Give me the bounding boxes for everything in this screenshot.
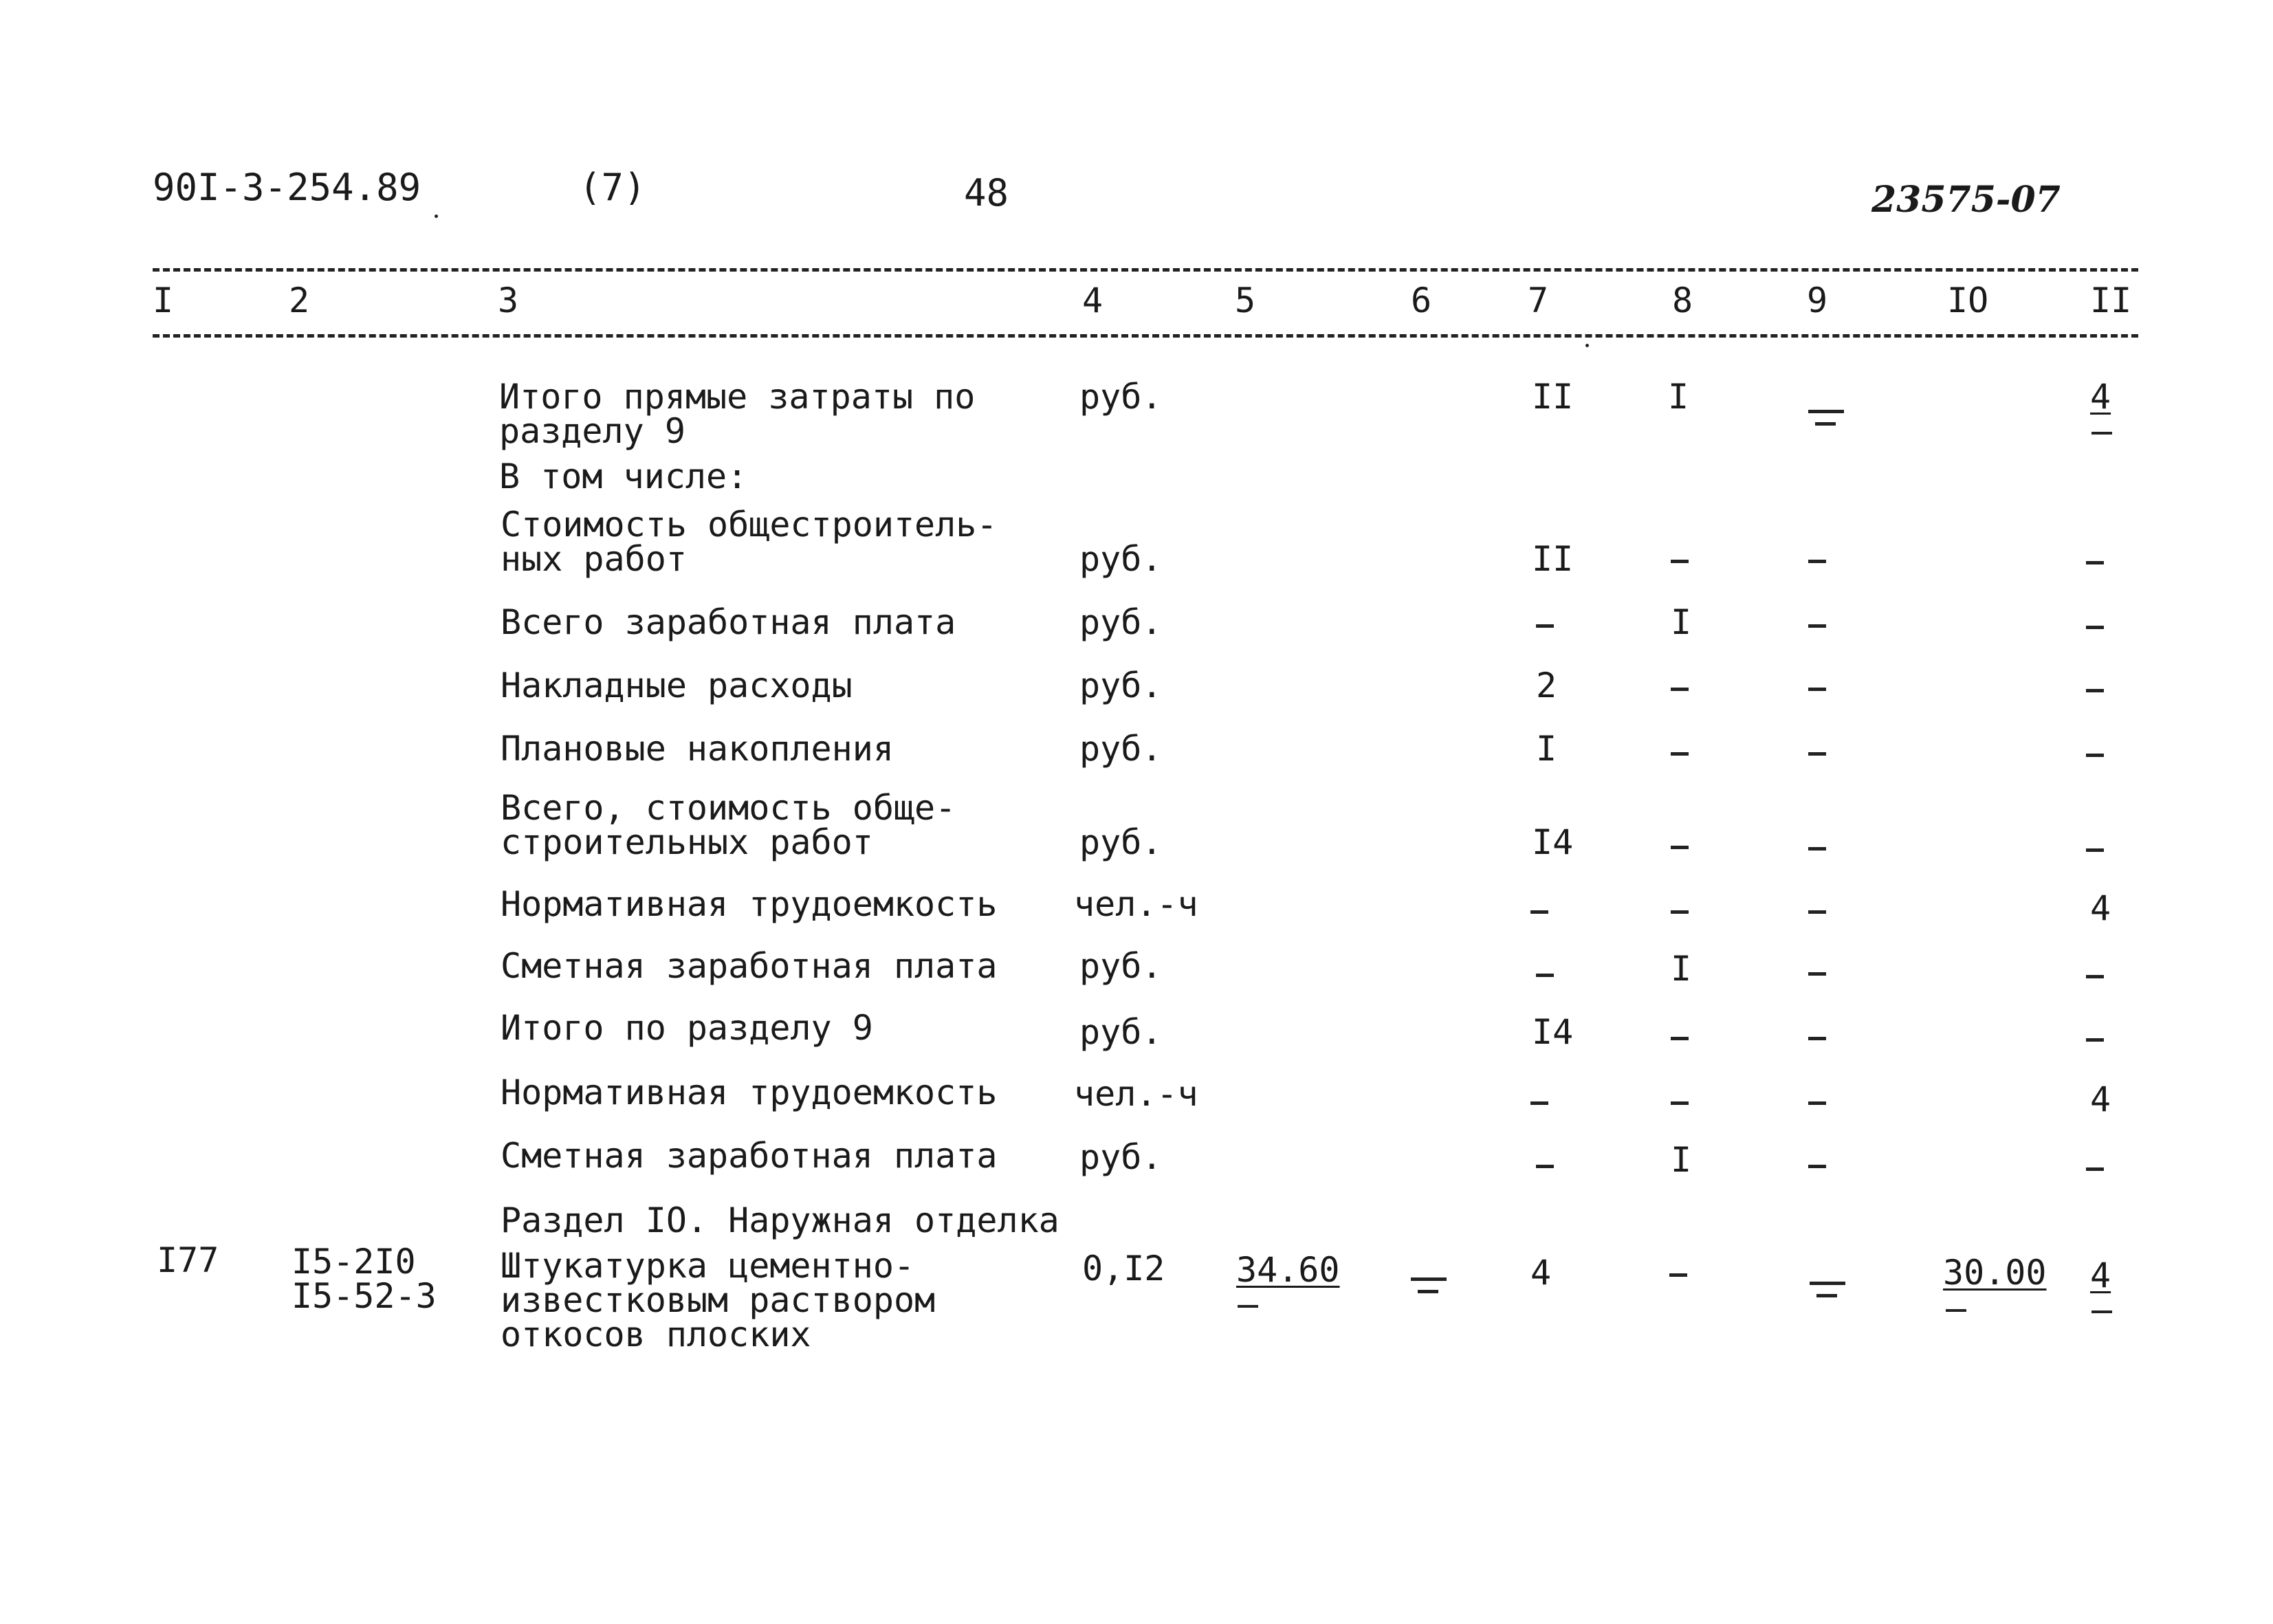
row-3-col8-dash	[1671, 560, 1689, 563]
row-5-col11-dash	[2086, 689, 2104, 692]
row-5-unit: руб.	[1079, 666, 1163, 705]
row-12-col9-dash	[1808, 1165, 1826, 1168]
row-10-col8-dash	[1671, 1037, 1689, 1040]
page-number: 48	[964, 171, 1009, 215]
row-3-col7: II	[1532, 539, 1574, 579]
row-1-col9-ditto-mark	[1808, 410, 1844, 426]
item-col11: 4	[2090, 1255, 2111, 1295]
row-7-col8-dash	[1671, 846, 1689, 849]
row-3-unit: руб.	[1079, 539, 1163, 579]
inventory-number: 23575-07	[1871, 179, 2061, 221]
row-1-col7: II	[1532, 377, 1574, 417]
item-number: I77	[157, 1240, 219, 1280]
row-9-col9-dash	[1808, 972, 1826, 976]
row-1-col8: I	[1668, 377, 1689, 417]
row-12-unit: руб.	[1079, 1137, 1163, 1177]
item-col7: 4	[1530, 1253, 1552, 1293]
item-col10: 30.00	[1943, 1253, 2047, 1293]
row-10-desc: Итого по разделу 9	[501, 1008, 873, 1048]
row-8-col7-dash	[1530, 910, 1548, 914]
col-header-9: 9	[1807, 281, 1828, 320]
item-col10-subline	[1946, 1309, 1966, 1312]
row-7-col9-dash	[1808, 847, 1826, 851]
col-header-6: 6	[1411, 281, 1432, 320]
sheet-ref: (7)	[579, 166, 646, 209]
row-6-col7: I	[1536, 729, 1557, 769]
ink-speck	[435, 215, 438, 218]
col-header-5: 5	[1235, 281, 1256, 320]
row-3-col11-dash	[2086, 561, 2104, 564]
row-8-col11: 4	[2090, 888, 2111, 928]
col-header-11: II	[2090, 281, 2132, 320]
row-4-col11-dash	[2086, 626, 2104, 629]
section-title: Раздел IO. Наружная отделка	[501, 1200, 1059, 1240]
row-6-desc: Плановые накопления	[501, 729, 894, 769]
row-7-desc: Всего, стоимость обще- строительных работ	[501, 788, 956, 862]
col-header-7: 7	[1528, 281, 1549, 320]
row-9-col11-dash	[2086, 975, 2104, 978]
col-header-8: 8	[1672, 281, 1693, 320]
item-unit-price-subline	[1238, 1305, 1258, 1308]
row-5-desc: Накладные расходы	[501, 666, 853, 705]
row-12-desc: Сметная заработная плата	[501, 1136, 998, 1176]
row-6-col11-dash	[2086, 754, 2104, 757]
row-4-col8: I	[1671, 602, 1692, 642]
row-7-col11-dash	[2086, 848, 2104, 852]
row-8-desc: Нормативная трудоемкость	[501, 884, 998, 924]
row-11-col8-dash	[1671, 1101, 1689, 1105]
row-9-col8: I	[1671, 949, 1692, 989]
row-1-col11-subline	[2091, 432, 2112, 435]
row-2-desc: В том числе:	[499, 457, 748, 496]
col-header-2: 2	[289, 281, 310, 320]
item-col9-ditto-mark	[1810, 1282, 1845, 1298]
item-unit-price: 34.60	[1236, 1250, 1340, 1290]
row-9-unit: руб.	[1079, 946, 1163, 986]
row-8-col8-dash	[1671, 910, 1689, 914]
row-5-col7: 2	[1536, 666, 1557, 705]
row-10-col7: I4	[1532, 1012, 1574, 1052]
col-header-3: 3	[498, 281, 519, 320]
row-8-unit: чел.-ч	[1074, 884, 1198, 924]
row-10-unit: руб.	[1079, 1012, 1163, 1052]
row-6-col8-dash	[1671, 752, 1689, 756]
row-7-col7: I4	[1532, 822, 1574, 862]
item-desc: Штукатурка цементно- известковым раствором откосов плоских	[501, 1246, 936, 1354]
col-header-10: IO	[1947, 281, 1989, 320]
row-12-col8: I	[1671, 1140, 1692, 1180]
row-1-col11: 4	[2090, 377, 2111, 417]
row-12-col7-dash	[1536, 1165, 1554, 1168]
item-col6-ditto-mark	[1411, 1277, 1447, 1294]
item-quantity: 0,I2	[1082, 1249, 1165, 1288]
row-11-col7-dash	[1530, 1101, 1548, 1105]
row-9-desc: Сметная заработная плата	[501, 946, 998, 986]
item-col11-subline	[2091, 1310, 2112, 1313]
item-col8-dash	[1669, 1273, 1687, 1277]
row-4-unit: руб.	[1079, 602, 1163, 642]
item-code: I5-2I0 I5-52-3	[292, 1242, 437, 1316]
row-1-desc: Итого прямые затраты по разделу 9	[499, 377, 976, 451]
row-5-col9-dash	[1808, 688, 1826, 691]
row-6-col9-dash	[1808, 752, 1826, 756]
row-4-col7-dash	[1536, 624, 1554, 628]
row-10-col9-dash	[1808, 1037, 1826, 1040]
col-header-1: I	[153, 281, 174, 320]
header-rule-bottom	[153, 334, 2138, 338]
row-11-desc: Нормативная трудоемкость	[501, 1073, 998, 1112]
row-12-col11-dash	[2086, 1167, 2104, 1171]
ink-speck	[1585, 344, 1589, 347]
row-6-unit: руб.	[1079, 729, 1163, 769]
row-11-col9-dash	[1808, 1101, 1826, 1105]
doc-code: 90I-3-254.89	[153, 166, 421, 209]
col-header-4: 4	[1082, 281, 1103, 320]
row-5-col8-dash	[1671, 688, 1689, 691]
row-8-col9-dash	[1808, 910, 1826, 914]
row-7-unit: руб.	[1079, 822, 1163, 862]
row-11-col11: 4	[2090, 1079, 2111, 1119]
row-11-unit: чел.-ч	[1074, 1074, 1198, 1114]
row-4-col9-dash	[1808, 624, 1826, 628]
row-1-unit: руб.	[1079, 377, 1163, 417]
row-3-col9-dash	[1808, 560, 1826, 563]
header-rule-top	[153, 268, 2138, 272]
row-10-col11-dash	[2086, 1038, 2104, 1042]
row-3-desc: Стоимость общестроитель- ных работ	[501, 505, 998, 579]
row-4-desc: Всего заработная плата	[501, 602, 956, 642]
row-9-col7-dash	[1536, 974, 1554, 977]
